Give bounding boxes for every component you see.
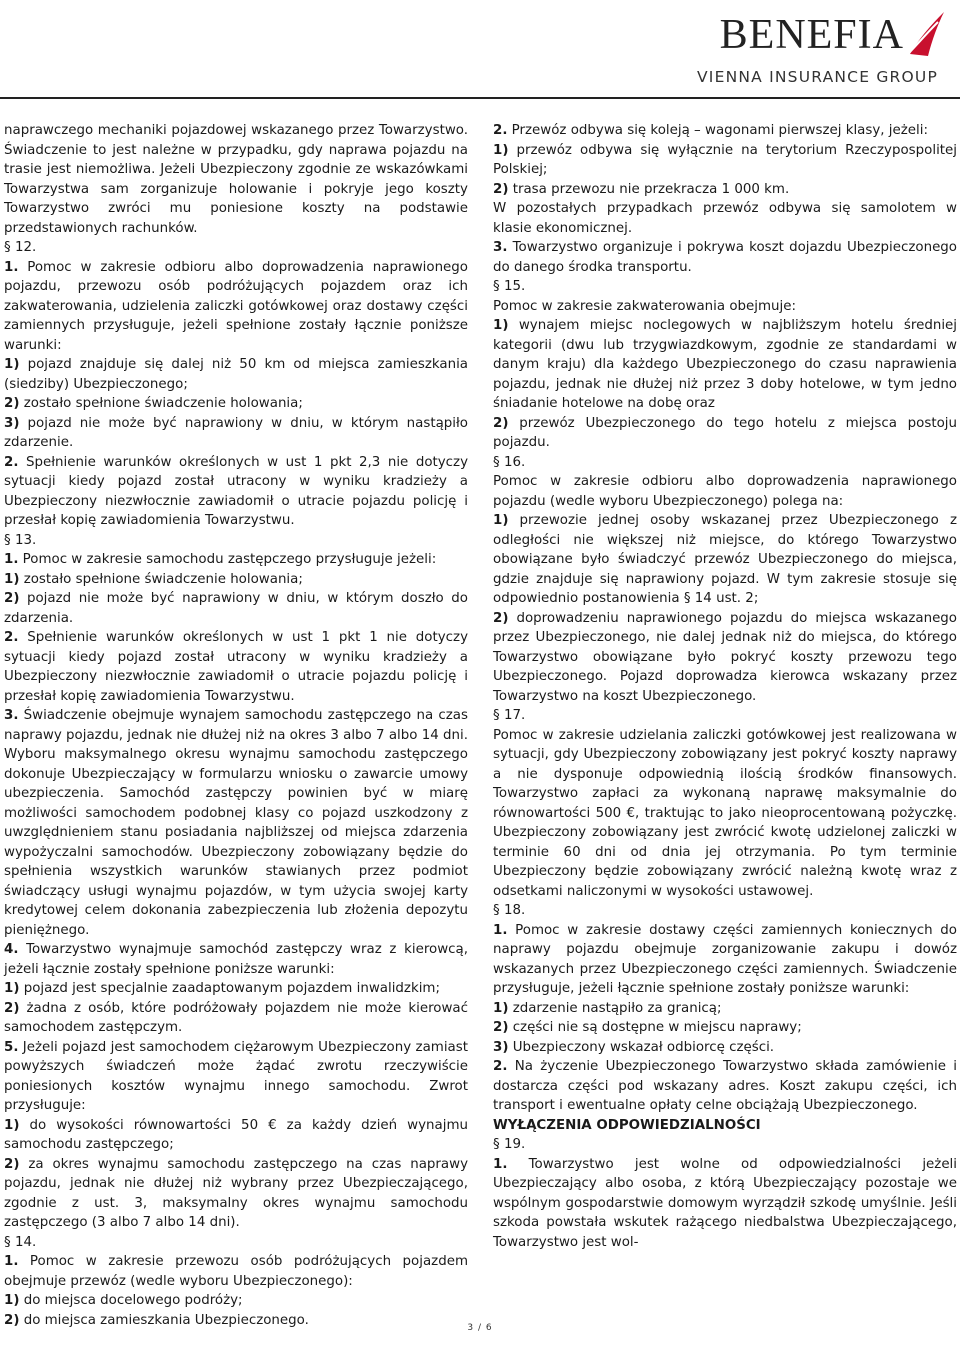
section-number: § 15. — [493, 279, 526, 294]
paragraph — [4, 1038, 468, 1116]
item-number: 3. — [493, 240, 508, 255]
item-number: 2. — [493, 123, 508, 138]
paragraph-text: Na życzenie Ubezpieczonego Towarzystwo składa zamówienie i dostarcza części pod wskazany adres. Koszt zakupu części, ich transport i ewentualne opłaty celne obciążają Ubezpieczonego. — [493, 1059, 957, 1113]
paragraph-text: pojazd jest specjalnie zaadaptowanym pojazdem inwalidzkim; — [19, 981, 440, 996]
item-number: 2) — [4, 396, 20, 411]
paragraph-text: Spełnienie warunków określonych w ust 1 pkt 1 nie dotyczy sytuacji kiedy pojazd został utracony w wyniku kradzieży a Ubezpieczony niezwłocznie zawiadomił o utracie pojazdu policję i przesłał kopię zawiadomienia Towarzystwu. — [4, 630, 468, 704]
section-number: § 13. — [4, 532, 37, 548]
paragraph-text: Towarzystwo jest wolne od odpowiedzialności jeżeli Ubezpieczający albo osoba, z którą Ubezpieczający pozostaje we wspólnym gospodarstwie domowym wyrządził szkodę umyślnie. Jeśli szkoda powstała wskutek rażącego niedbalstwa Ubezpieczającego, Towarzystwo jest wol- — [493, 1156, 957, 1250]
item-number: 4. — [4, 942, 19, 957]
paragraph — [493, 414, 957, 453]
section-number: § 14. — [4, 1234, 37, 1250]
paragraph — [493, 609, 957, 707]
item-number: 1. — [4, 259, 19, 275]
paragraph — [493, 238, 957, 277]
item-number: 1. — [4, 552, 19, 567]
paragraph — [4, 1155, 468, 1233]
item-number: 1) — [4, 571, 20, 587]
paragraph-text: do wysokości równowartości 50 € za każdy dzień wynajmu samochodu zastępczego; — [4, 1117, 468, 1152]
paragraph — [4, 258, 468, 356]
item-number: 1) — [4, 981, 20, 996]
page-number: 3 / 6 — [467, 1323, 493, 1333]
item-number: 5. — [4, 1039, 19, 1055]
section-number: § 17. — [493, 708, 526, 723]
item-number: 2. — [4, 630, 19, 645]
header-rule — [0, 97, 960, 99]
item-number: 1) — [4, 357, 20, 372]
paragraph-text: trasa przewozu nie przekracza 1 000 km. — [508, 181, 790, 197]
paragraph — [493, 1155, 957, 1253]
paragraph — [493, 921, 957, 999]
item-number: 1. — [4, 1254, 19, 1269]
paragraph-text: zdarzenie nastąpiło za granicą; — [508, 1000, 722, 1016]
section-heading: WYŁĄCZENIA ODPOWIEDZIALNOŚCI — [493, 1117, 761, 1133]
paragraph — [493, 1057, 957, 1116]
paragraph — [493, 1018, 957, 1038]
paragraph — [4, 1116, 468, 1155]
paragraph — [4, 394, 468, 414]
paragraph-text: pojazd nie może być naprawiony w dniu, w którym nastąpiło zdarzenie. — [4, 415, 468, 450]
paragraph — [4, 940, 468, 979]
paragraph-text: przewóz odbywa się wyłącznie na terytorium Rzeczypospolitej Polskiej; — [493, 142, 957, 177]
paragraph: Pomoc w zakresie odbioru albo doprowadzenia naprawionego pojazdu (wedle wyboru Ubezpieczonego) polega na: — [493, 474, 957, 509]
paragraph-text: części nie są dostępne w miejscu naprawy; — [508, 1020, 802, 1035]
paragraph-text: zostało spełnione świadczenie holowania; — [19, 571, 303, 587]
paragraph-text: zostało spełnione świadczenie holowania; — [19, 396, 303, 411]
paragraph-text: żadna z osób, które podróżowały pojazdem nie może kierować samochodem zastępczym. — [4, 1000, 468, 1035]
paragraph-text: za okres wynajmu samochodu zastępczego na czas naprawy pojazdu, jednak nie dłużej niż wybrany przez Ubezpieczającego, zgodnie z ust. 3, maksymalny okres wynajmu samochodu zastępczego (3 albo 7 albo 14 dni). — [4, 1156, 468, 1230]
paragraph — [4, 453, 468, 531]
item-number: 1) — [493, 318, 509, 333]
paragraph — [4, 570, 468, 590]
logo-subtitle: VIENNA INSURANCE GROUP — [697, 68, 938, 86]
paragraph — [493, 121, 957, 141]
item-number: 2) — [4, 1000, 20, 1016]
paragraph-text: Towarzystwo organizuje i pokrywa koszt dojazdu Ubezpieczonego do danego środka transportu. — [493, 240, 957, 275]
item-number: 2) — [4, 1312, 20, 1328]
paragraph — [4, 999, 468, 1038]
item-number: 2) — [493, 181, 509, 197]
paragraph — [493, 1038, 957, 1058]
paragraph — [4, 550, 468, 570]
paragraph-text: do miejsca zamieszkania Ubezpieczonego. — [19, 1312, 309, 1328]
paragraph-text: Pomoc w zakresie odbioru albo doprowadzenia naprawionego pojazdu, przewozu osób podróżujących pojazdem oraz ich zakwaterowania, udzielenia zaliczki gotówkowej oraz dostawy części zamiennych przysługuje, jeżeli spełnione zostały łącznie poniższe warunki: — [4, 259, 468, 353]
item-number: 1) — [4, 1117, 20, 1133]
item-number: 3) — [4, 415, 20, 431]
item-number: 1) — [493, 1000, 509, 1016]
paragraph — [493, 316, 957, 414]
item-number: 2. — [493, 1059, 508, 1074]
item-number: 1) — [4, 1293, 20, 1308]
paragraph-text: do miejsca docelowego podróży; — [19, 1293, 243, 1308]
item-number: 2) — [493, 415, 509, 431]
paragraph: Pomoc w zakresie udzielania zaliczki gotówkowej jest realizowana w sytuacji, gdy Ubezpieczony zobowiązany jest pokryć koszty naprawy a nie dysponuje odpowiednią ilością środków finansowych. Towarzystwo zapłaci za wykonaną naprawę maksymalnie do równowartości 500 €, traktując to jako nieoprocentowaną pożyczkę. Ubezpieczony zobowiązany jest zwrócić kwotę udzielonej zaliczki w terminie 60 dni od dnia jej otrzymania. Po tym terminie Ubezpieczony będzie zobowiązany zwrócić należną kwotę wraz z odsetkami naliczonymi w wysokości ustawowej. — [493, 727, 957, 899]
paragraph — [4, 628, 468, 706]
benefia-logo — [697, 6, 946, 86]
paragraph-text: Ubezpieczony wskazał odbiorcę części. — [508, 1039, 775, 1055]
paragraph: naprawczego mechaniki pojazdowej wskazanego przez Towarzystwo. Świadczenie to jest należne w przypadku, gdy naprawa pojazdu na trasie jest niemożliwa. Jeżeli Ubezpieczony zgodnie ze wskazówkami Towarzystwa sam zorganizuje holowanie i pokryje jego koszty Towarzystwo zwróci mu poniesione koszty na podstawie przedstawionych rachunków. — [4, 123, 468, 236]
paragraph — [493, 511, 957, 609]
item-number: 1. — [493, 922, 508, 938]
paragraph-text: Pomoc w zakresie dostawy części zamiennych koniecznych do naprawy pojazdu obejmuje zorganizowanie zakupu i dowóz wskazanych przez Ubezpieczonego części zamiennych. Świadczenie przysługuje, jeżeli łącznie spełnione zostały poniższe warunki: — [493, 922, 957, 996]
item-number: 2) — [493, 1020, 509, 1035]
item-number: 2) — [4, 591, 20, 606]
logo-swoosh-icon — [904, 10, 946, 58]
section-number: § 16. — [493, 454, 526, 470]
section-number: § 19. — [493, 1137, 526, 1152]
paragraph — [4, 706, 468, 940]
paragraph-text: przewozie jednej osoby wskazanej przez Ubezpieczonego z odległości nie większej niż miejsce, do którego Towarzystwo obowiązane było świadczyć przewóz Ubezpieczonego do miejsca, gdzie znajduje się naprawiony pojazd. W tym zakresie stosuje się odpowiednio postanowienia § 14 ust. 2; — [493, 513, 957, 606]
item-number: 3) — [493, 1039, 509, 1055]
paragraph — [4, 355, 468, 394]
item-number: 2. — [4, 454, 19, 470]
item-number: 1) — [493, 142, 509, 158]
paragraph: W pozostałych przypadkach przewóz odbywa się samolotem w klasie ekonomicznej. — [493, 201, 957, 236]
paragraph-text: Pomoc w zakresie samochodu zastępczego przysługuje jeżeli: — [18, 552, 437, 567]
paragraph — [4, 414, 468, 453]
paragraph-text: doprowadzeniu naprawionego pojazdu do miejsca wskazanego przez Ubezpieczonego, nie dalej jednak niż do miejsca, do którego Towarzystwo obowiązane było pokryć koszty przewozu tego Ubezpieczonego. Pojazd doprowadza kierowca wskazany przez Towarzystwo na koszt Ubezpieczonego. — [493, 610, 957, 704]
paragraph-text: przewóz Ubezpieczonego do tego hotelu z miejsca postoju pojazdu. — [493, 415, 957, 450]
left-column — [4, 121, 468, 1330]
paragraph-text: Świadczenie obejmuje wynajem samochodu zastępczego na czas naprawy pojazdu, jednak nie dłużej niż na okres 3 albo 7 albo 14 dni. Wyboru maksymalnego okresu wynajmu samochodu zastępczego dokonuje Ubezpieczający w formularzu wniosku o zawarcie umowy ubezpieczenia. Samochód zastępczy powinien być w miarę możliwości samochodem podobnej klasy co pojazd uszkodzony z uwzględnieniem stanu posiadania najbliższej od miejsca zdarzenia wypożyczalni samochodów. Ubezpieczony zobowiązany będzie do spełnienia wszystkich warunków stawianych przez podmiot świadczący usługi wynajmu pojazdów, w tym użycia swojej karty kredytowej celem dokonania zabezpieczenia lub złożenia depozytu pieniężnego. — [4, 708, 468, 938]
paragraph — [4, 1252, 468, 1291]
paragraph — [4, 589, 468, 628]
section-number: § 18. — [493, 903, 526, 918]
paragraph — [4, 979, 468, 999]
paragraph-text: wynajem miejsc noclegowych w najbliższym hotelu średniej kategorii (dwu lub trzygwiazdkowym, zgodnie ze standardami w danym kraju) dla każdego Ubezpieczonego do czasu naprawienia pojazdu, jednak nie dłużej niż przez 3 doby hotelowe, w tym jedno śniadanie hotelowe na dobę oraz — [493, 318, 957, 411]
paragraph-text: Pomoc w zakresie przewozu osób podróżujących pojazdem obejmuje przewóz (wedle wyboru Ubezpieczonego): — [4, 1254, 468, 1289]
paragraph-text: Towarzystwo wynajmuje samochód zastępczy wraz z kierowcą, jeżeli łącznie zostały spełnione poniższe warunki: — [4, 942, 468, 977]
paragraph-text: Spełnienie warunków określonych w ust 1 pkt 2,3 nie dotyczy sytuacji kiedy pojazd został utracony w wyniku kradzieży a Ubezpieczony niezwłocznie zawiadomił o utracie pojazdu policję i przesłał kopię zawiadomienia Towarzystwu. — [4, 454, 468, 528]
item-number: 1. — [493, 1156, 508, 1172]
section-number: § 12. — [4, 240, 37, 255]
right-column — [493, 121, 957, 1252]
paragraph-text: pojazd znajduje się dalej niż 50 km od miejsca zamieszkania (siedziby) Ubezpieczonego; — [4, 357, 468, 392]
paragraph-text: Przewóz odbywa się koleją – wagonami pierwszej klasy, jeżeli: — [507, 123, 928, 138]
paragraph: Pomoc w zakresie zakwaterowania obejmuje: — [493, 298, 797, 314]
item-number: 1) — [493, 513, 509, 528]
paragraph — [493, 999, 957, 1019]
paragraph-text: pojazd nie może być naprawiony w dniu, w którym doszło do zdarzenia. — [4, 591, 468, 626]
paragraph — [493, 141, 957, 180]
paragraph — [493, 180, 957, 200]
item-number: 2) — [4, 1156, 20, 1172]
logo-wordmark: BENEFIA — [719, 12, 904, 58]
paragraph — [4, 1291, 468, 1311]
item-number: 3. — [4, 708, 19, 723]
paragraph-text: Jeżeli pojazd jest samochodem ciężarowym Ubezpieczony zamiast powyższych świadczeń może żądać zwrotu rzeczywiście poniesionych kosztów wynajmu innego samochodu. Zwrot przysługuje: — [4, 1039, 468, 1113]
item-number: 2) — [493, 610, 509, 626]
